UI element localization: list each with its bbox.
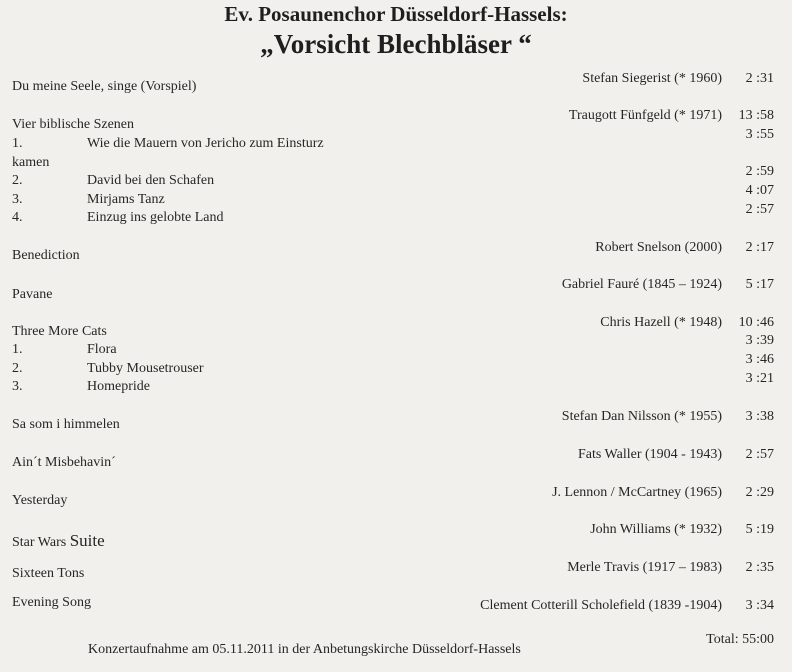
duration: 10 :46 xyxy=(738,315,774,330)
duration: 2 :17 xyxy=(745,240,774,255)
duration: 2 :31 xyxy=(745,71,774,86)
duration: 3 :38 xyxy=(745,409,774,424)
movement-title: Homepride xyxy=(87,379,150,394)
movement-number: 1. xyxy=(12,342,23,357)
piece-title: Three More Cats xyxy=(12,324,107,339)
piece-title: Sa som i himmelen xyxy=(12,417,120,432)
duration: 2 :59 xyxy=(745,164,774,179)
composer: Stefan Dan Nilsson (* 1955) xyxy=(561,409,722,424)
duration: 13 :58 xyxy=(738,108,774,123)
movement-title: David bei den Schafen xyxy=(87,173,215,188)
movement-number: 2. xyxy=(12,173,23,188)
movement-number: 3. xyxy=(12,379,23,394)
album-title: „Vorsicht Blechbläser “ xyxy=(260,29,532,59)
piece-title-suite: Suite xyxy=(69,531,105,550)
duration: 5 :19 xyxy=(745,522,774,537)
duration: 3 :34 xyxy=(745,598,774,613)
duration: 3 :55 xyxy=(745,127,774,142)
piece-title xyxy=(12,533,105,551)
movement-title-continued: kamen xyxy=(12,155,50,170)
piece-title: Pavane xyxy=(12,287,53,302)
composer: Clement Cotterill Scholefield (1839 -1904) xyxy=(480,598,722,613)
movement-title: Flora xyxy=(87,342,117,357)
piece-title: Sixteen Tons xyxy=(12,566,85,581)
piece-title-main: Star Wars xyxy=(12,535,67,550)
duration: 3 :46 xyxy=(745,352,774,367)
recording-note: Konzertaufnahme am 05.11.2011 in der Anbetungskirche Düsseldorf-Hassels xyxy=(88,642,521,657)
composer: J. Lennon / McCartney (1965) xyxy=(552,485,722,500)
movement-title: Tubby Mousetrouser xyxy=(87,361,204,376)
movement-title: Wie die Mauern von Jericho zum Einsturz xyxy=(87,136,324,151)
piece-title: Evening Song xyxy=(12,595,91,610)
piece-title: Ain´t Misbehavin´ xyxy=(12,455,116,470)
duration: 4 :07 xyxy=(745,183,774,198)
movement-number: 4. xyxy=(12,210,23,225)
piece-title: Yesterday xyxy=(12,493,68,508)
booklet-title: Ev. Posaunenchor Düsseldorf-Hassels: xyxy=(224,2,568,26)
duration: 2 :57 xyxy=(745,202,774,217)
composer: Robert Snelson (2000) xyxy=(595,240,722,255)
composer: Traugott Fünfgeld (* 1971) xyxy=(568,108,722,123)
movement-number: 3. xyxy=(12,192,23,207)
movement-number: 2. xyxy=(12,361,23,376)
duration: 2 :57 xyxy=(745,447,774,462)
composer: Chris Hazell (* 1948) xyxy=(600,315,722,330)
total-duration: Total: 55:00 xyxy=(706,632,774,647)
duration: 3 :21 xyxy=(745,371,774,386)
duration: 5 :17 xyxy=(745,277,774,292)
movement-title: Einzug ins gelobte Land xyxy=(87,210,224,225)
duration: 2 :29 xyxy=(745,485,774,500)
composer: Merle Travis (1917 – 1983) xyxy=(567,560,722,575)
composer: John Williams (* 1932) xyxy=(590,522,722,537)
duration: 2 :35 xyxy=(745,560,774,575)
composer: Gabriel Fauré (1845 – 1924) xyxy=(561,277,722,292)
composer: Stefan Siegerist (* 1960) xyxy=(582,71,722,86)
piece-title: Vier biblische Szenen xyxy=(12,117,135,132)
movement-number: 1. xyxy=(12,136,23,151)
movement-title: Mirjams Tanz xyxy=(87,192,165,207)
piece-title: Benediction xyxy=(12,248,80,263)
composer: Fats Waller (1904 - 1943) xyxy=(577,447,722,462)
piece-title: Du meine Seele, singe (Vorspiel) xyxy=(12,79,197,94)
duration: 3 :39 xyxy=(745,333,774,348)
